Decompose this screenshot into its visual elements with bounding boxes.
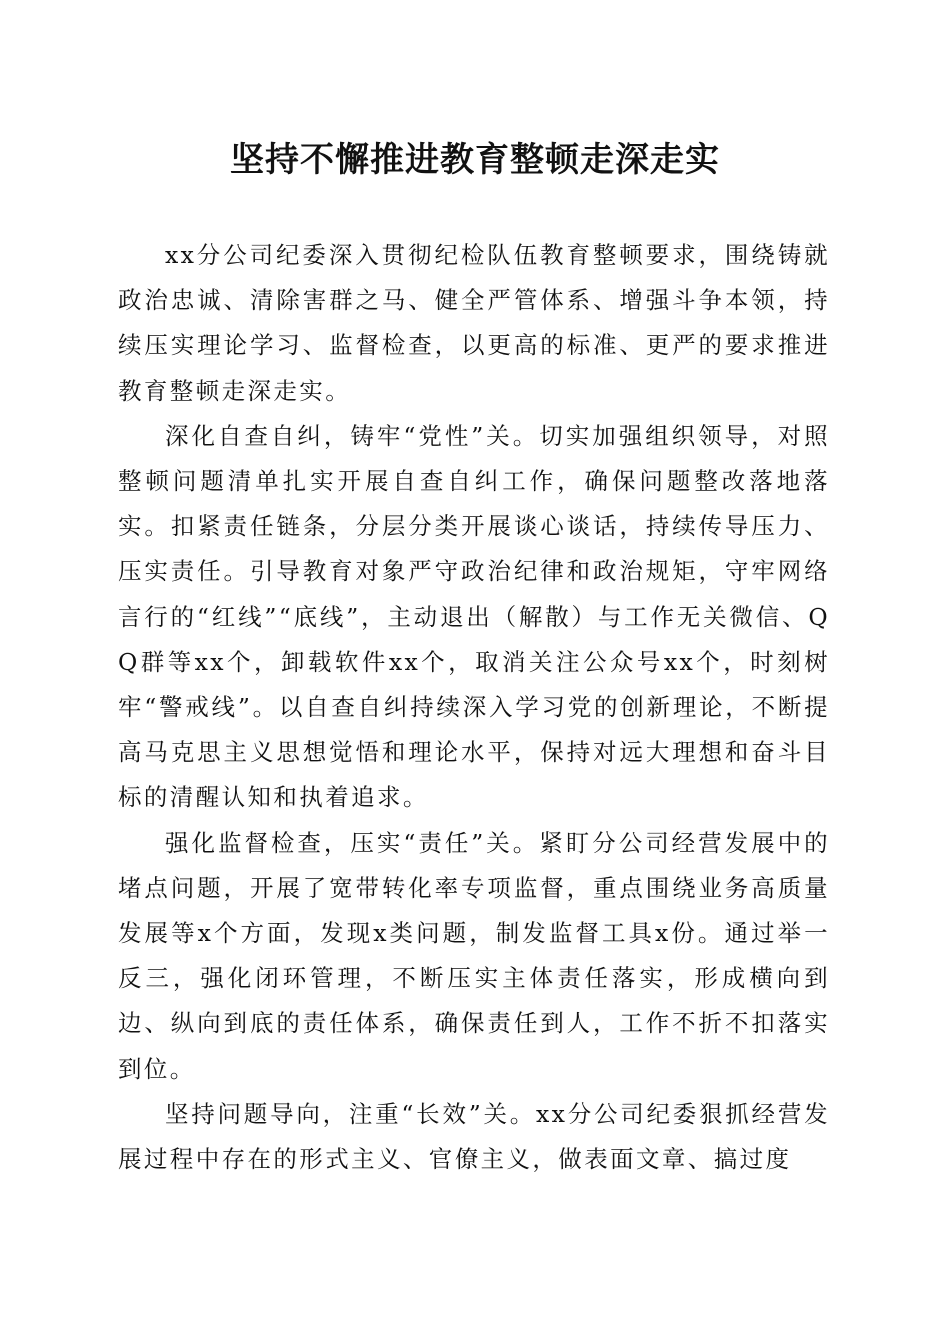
paragraph-intro: xx分公司纪委深入贯彻纪检队伍教育整顿要求，围绕铸就政治忠诚、清除害群之马、健全严管体系、增强斗争本领，持续压实理论学习、监督检查，以更高的标准、更严的要求推进教育整顿走深走实。 (118, 241, 830, 405)
paragraph-supervision: 强化监督检查，压实“责任”关。紧盯分公司经营发展中的堵点问题，开展了宽带转化率专项监督，重点围绕业务高质量发展等x个方面，发现x类问题，制发监督工具x份。通过举一反三，强化闭环管理，不断压实主体责任落实，形成横向到边、纵向到底的责任体系，确保责任到人，工作不折不扣落实到位。 (118, 828, 830, 1083)
document-title: 坚持不懈推进教育整顿走深走实 (230, 140, 720, 180)
document-body (118, 233, 830, 1182)
paragraph-self-inspection: 深化自查自纠，铸牢“党性”关。切实加强组织领导，对照整顿问题清单扎实开展自查自纠工作，确保问题整改落地落实。扣紧责任链条，分层分类开展谈心谈话，持续传导压力、压实责任。引导教育对象严守政治纪律和政治规矩，守牢网络言行的“红线”“底线”，主动退出（解散）与工作无关微信、QQ群等xx个，卸载软件xx个，取消关注公众号xx个，时刻树牢“警戒线”。以自查自纠持续深入学习党的创新理论，不断提高马克思主义思想觉悟和理论水平，保持对远大理想和奋斗目标的清醒认知和执着追求。 (118, 421, 830, 812)
paragraph-long-term: 坚持问题导向，注重“长效”关。xx分公司纪委狠抓经营发展过程中存在的形式主义、官僚主义，做表面文章、搞过度 (118, 1099, 830, 1174)
